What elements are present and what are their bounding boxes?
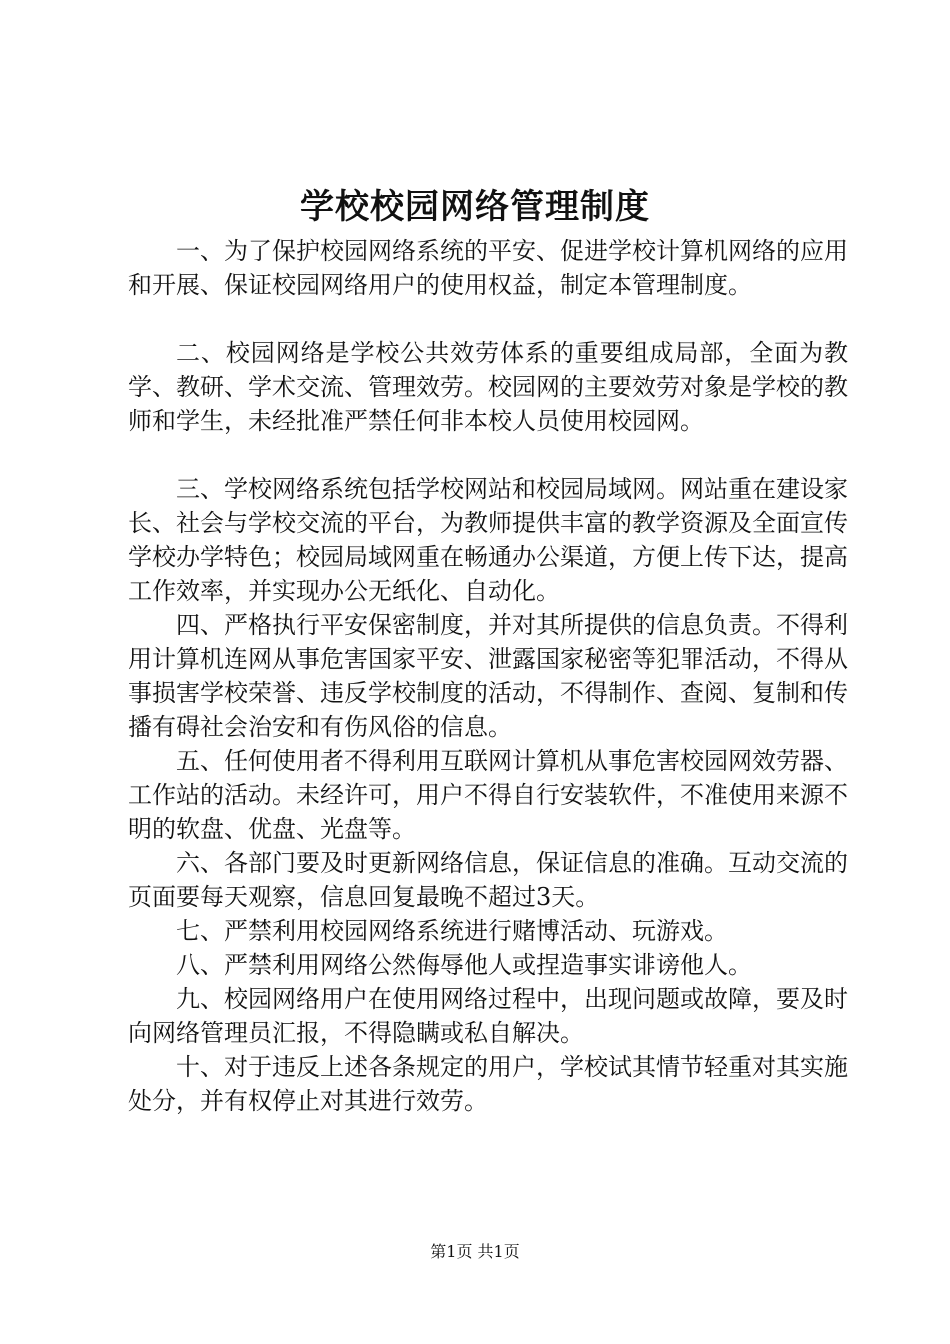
paragraph-10: 十、对于违反上述各条规定的用户，学校试其情节轻重对其实施处分，并有权停止对其进行效劳。 [128, 1053, 848, 1115]
paragraph-2: 二、校园网络是学校公共效劳体系的重要组成局部，全面为教学、教研、学术交流、管理效劳。校园网的主要效劳对象是学校的教师和学生，未经批准严禁任何非本校人员使用校园网。 [128, 339, 848, 435]
paragraph-4: 四、严格执行平安保密制度，并对其所提供的信息负责。不得利用计算机连网从事危害国家平安、泄露国家秘密等犯罪活动，不得从事损害学校荣誉、违反学校制度的活动，不得制作、查阅、复制和传播有碍社会治安和有伤风俗的信息。 [128, 611, 848, 741]
paragraph-3: 三、学校网络系统包括学校网站和校园局域网。网站重在建设家长、社会与学校交流的平台，为教师提供丰富的教学资源及全面宣传学校办学特色；校园局域网重在畅通办公渠道，方便上传下达，提高工作效率，并实现办公无纸化、自动化。 [128, 475, 848, 605]
paragraph-9: 九、校园网络用户在使用网络过程中，出现问题或故障，要及时向网络管理员汇报，不得隐瞒或私自解决。 [128, 985, 848, 1047]
page-number-footer: 第1页 共1页 [430, 1242, 520, 1261]
paragraph-1: 一、为了保护校园网络系统的平安、促进学校计算机网络的应用和开展、保证校园网络用户的使用权益，制定本管理制度。 [128, 237, 848, 299]
paragraph-7: 七、严禁利用校园网络系统进行赌博活动、玩游戏。 [176, 917, 728, 945]
paragraph-6: 六、各部门要及时更新网络信息，保证信息的准确。互动交流的页面要每天观察，信息回复最晚不超过3天。 [128, 849, 848, 911]
paragraph-5: 五、任何使用者不得利用互联网计算机从事危害校园网效劳器、工作站的活动。未经许可，用户不得自行安装软件，不准使用来源不明的软盘、优盘、光盘等。 [128, 747, 848, 843]
document-title: 学校校园网络管理制度 [300, 187, 650, 227]
paragraph-8: 八、严禁利用网络公然侮辱他人或捏造事实诽谤他人。 [176, 951, 752, 979]
document-body [128, 234, 848, 1118]
